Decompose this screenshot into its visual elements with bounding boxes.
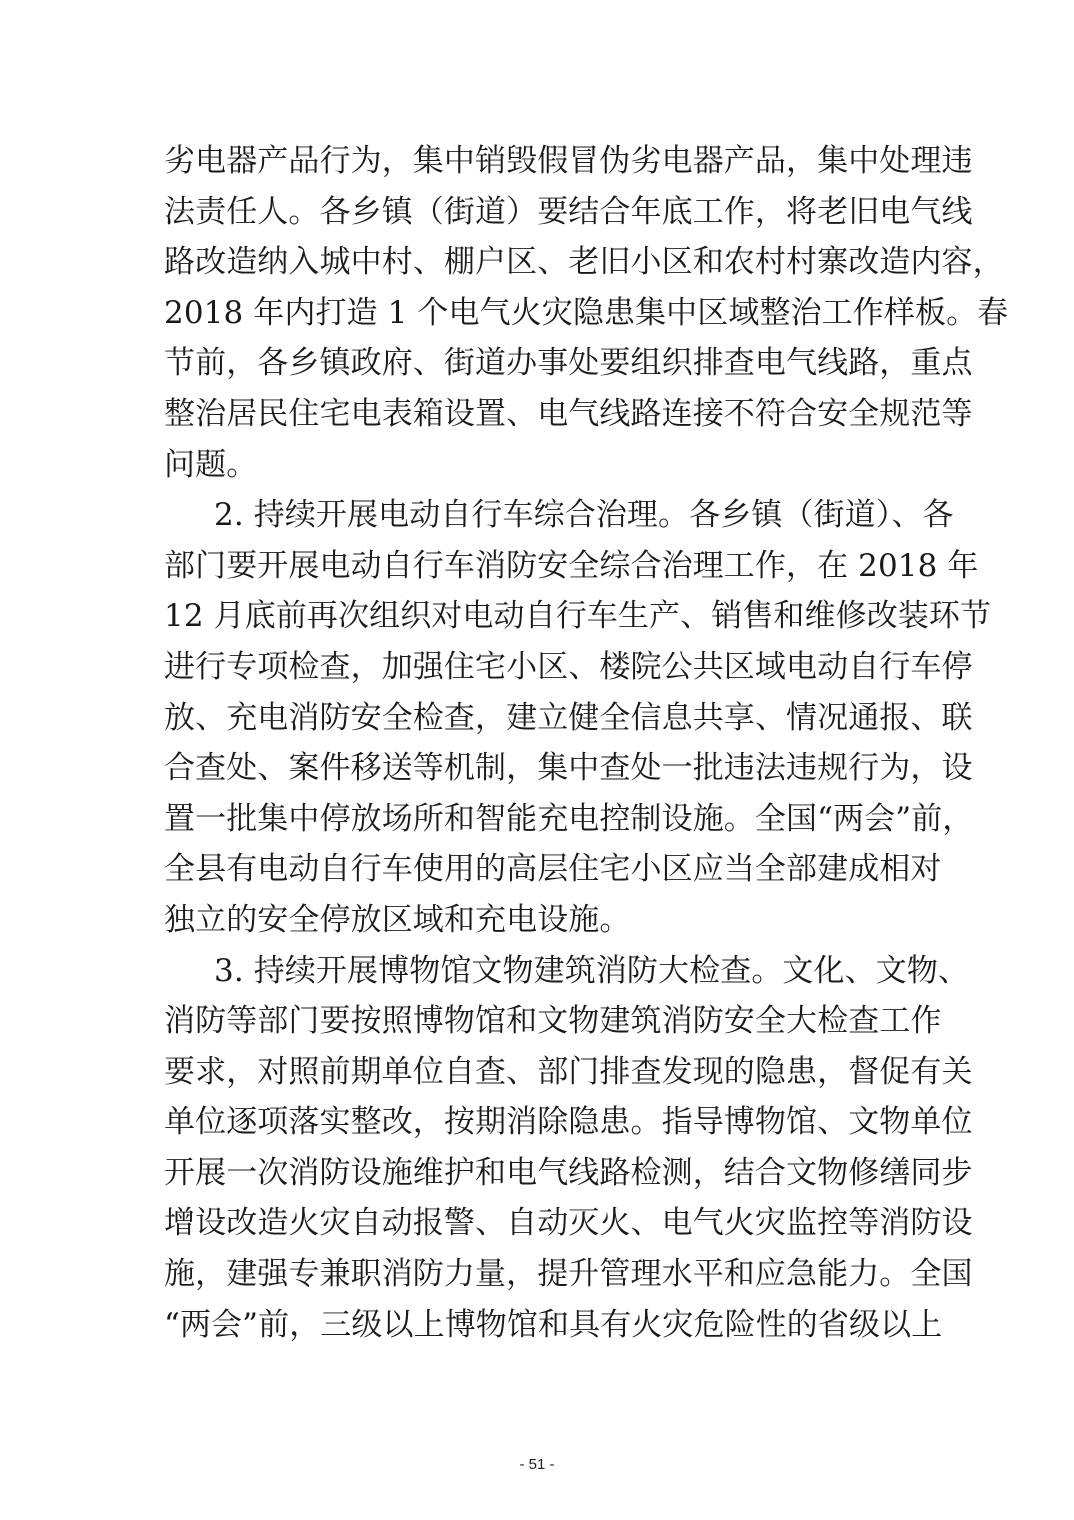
text-line: 增设改造火灾自动报警、自动灭火、电气火灾监控等消防设 [164,1205,973,1242]
text-line: 整治居民住宅电表箱设置、电气线路连接不符合安全规范等 [164,395,973,432]
text-line: 法责任人。各乡镇（街道）要结合年底工作，将老旧电气线 [164,193,973,230]
page-number: - 51 - [519,1456,555,1473]
body-text [164,136,1009,1350]
text-line: 进行专项检查，加强住宅小区、楼院公共区域电动自行车停 [164,648,973,685]
text-line: 放、充电消防安全检查，建立健全信息共享、情况通报、联 [164,699,973,736]
text-line: 开展一次消防设施维护和电气线路检测，结合文物修缮同步 [164,1154,973,1191]
text-line: 合查处、案件移送等机制，集中查处一批违法违规行为，设 [164,750,973,787]
text-line: 全县有电动自行车使用的高层住宅小区应当全部建成相对 [164,851,942,888]
text-line: 部门要开展电动自行车消防安全综合治理工作，在 2018 年 [164,547,979,584]
text-line: 路改造纳入城中村、棚户区、老旧小区和农村村寨改造内容， [164,244,1004,281]
paragraph-heading-line: 3. 持续开展博物馆文物建筑消防大检查。文化、文物、 [214,952,970,989]
text-line: 12 月底前再次组织对电动自行车生产、销售和维修改装环节 [164,598,992,635]
paragraph-heading-line: 2. 持续开展电动自行车综合治理。各乡镇（街道）、各 [214,497,954,534]
text-line: 独立的安全停放区域和充电设施。 [164,901,631,938]
text-line: 消防等部门要按照博物馆和文物建筑消防安全大检查工作 [164,1003,942,1040]
text-line: 节前，各乡镇政府、街道办事处要组织排查电气线路，重点 [164,345,973,382]
text-line: 问题。 [164,446,258,483]
text-line: “两会”前，三级以上博物馆和具有火灾危险性的省级以上 [164,1306,943,1343]
text-line: 要求，对照前期单位自查、部门排查发现的隐患，督促有关 [164,1053,973,1090]
text-line: 施，建强专兼职消防力量，提升管理水平和应急能力。全国 [164,1256,973,1293]
text-line: 置一批集中停放场所和智能充电控制设施。全国“两会”前， [164,800,974,837]
text-line: 单位逐项落实整改，按期消除隐患。指导博物馆、文物单位 [164,1104,973,1141]
text-line: 劣电器产品行为，集中销毁假冒伪劣电器产品，集中处理违 [164,143,973,179]
text-line: 2018 年内打造 1 个电气火灾隐患集中区域整治工作样板。春 [164,294,1009,331]
